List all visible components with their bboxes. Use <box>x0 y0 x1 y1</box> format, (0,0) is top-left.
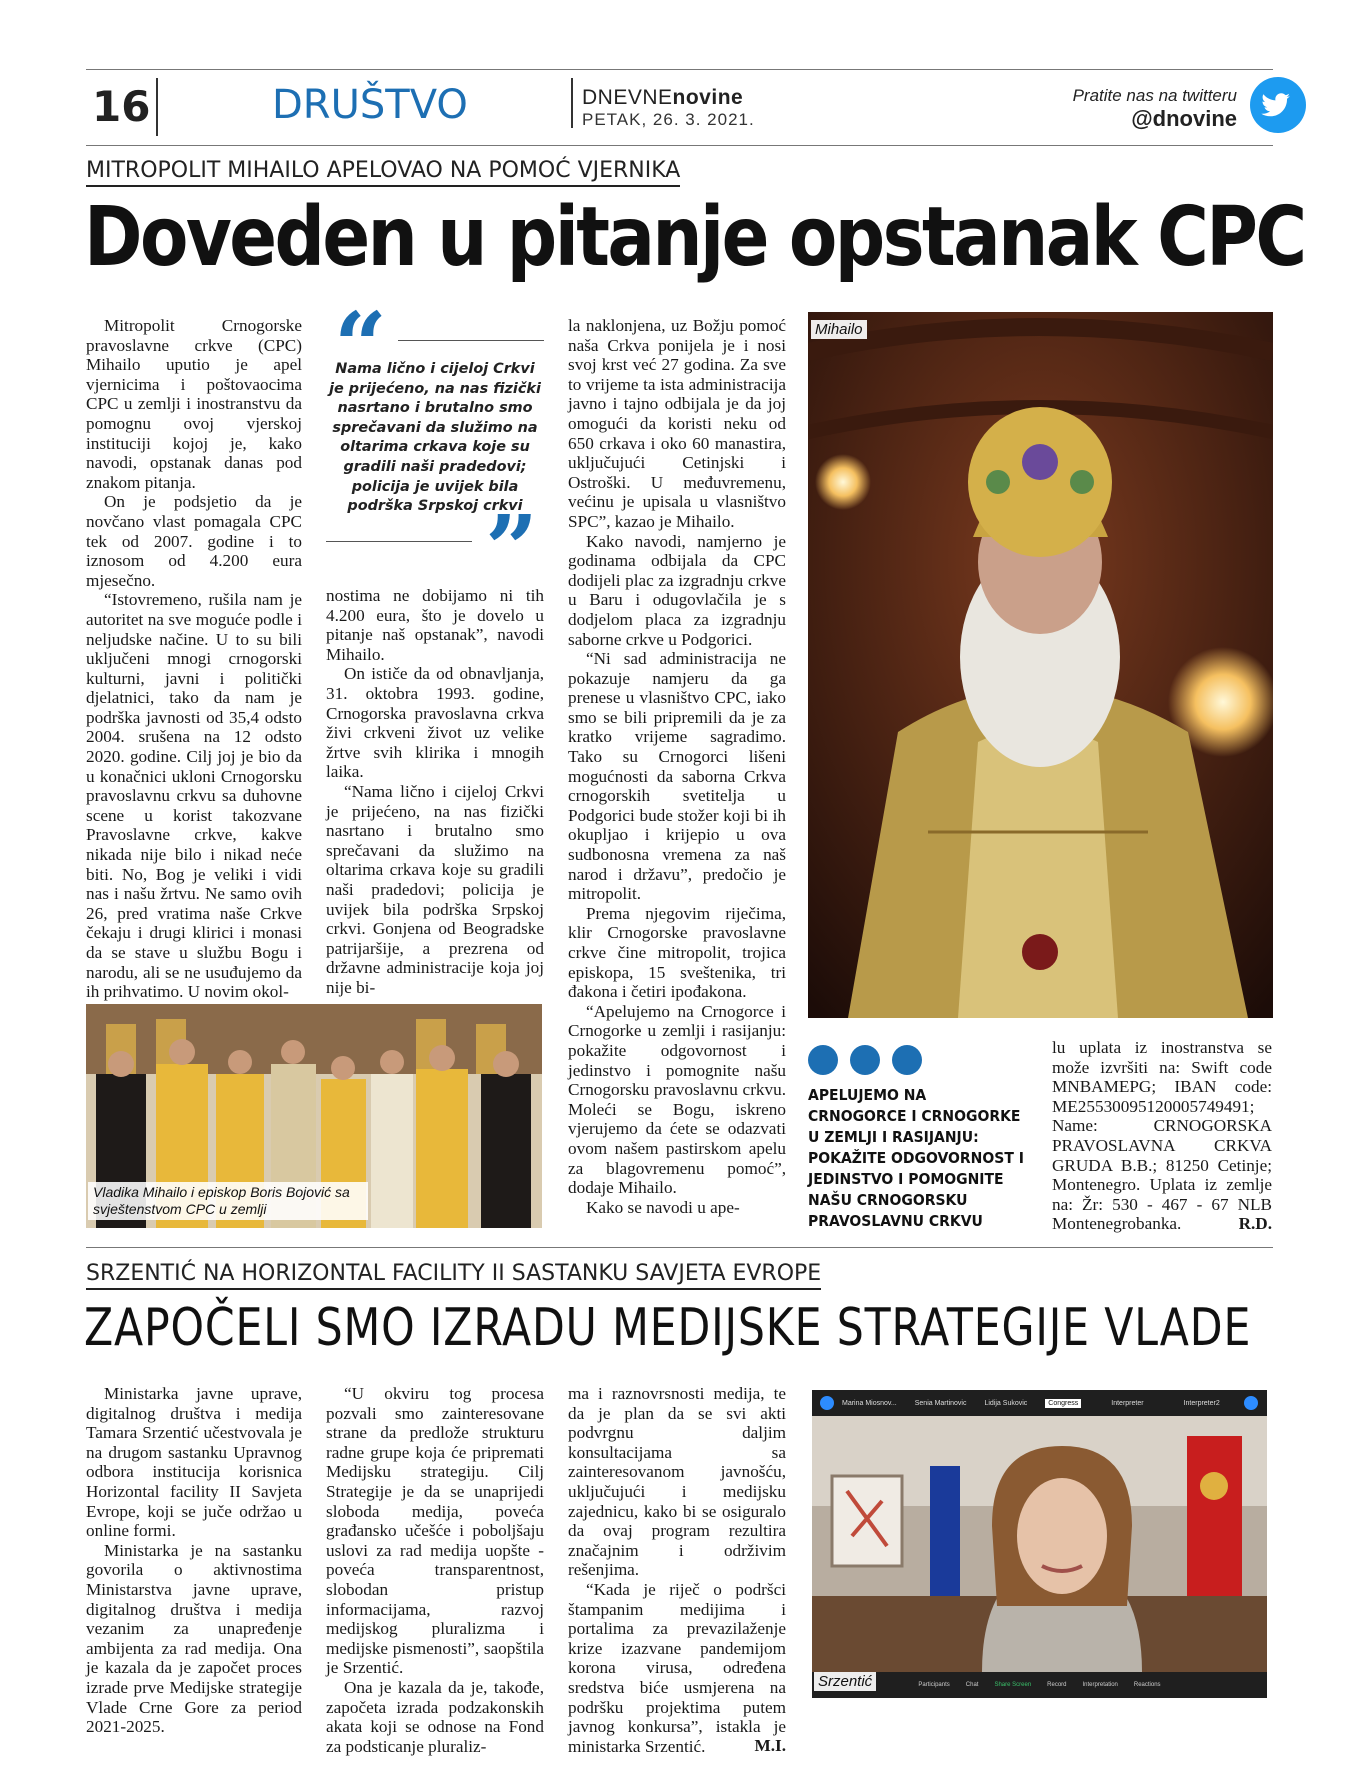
paragraph: Mitropolit Crnogorske pravoslavne crkve (CPC) Mihailo uputio je apel vjernicima i poštovaocima CPC u zemlji i inostranstvu da pomognu ovoj vjerskoj instituciji kojoj je, kako navodi, opstanak danas pod znakom pitanja. <box>86 316 302 492</box>
paragraph: Ministarka javne uprave, digitalnog društva i medija Tamara Srzentić učestvovala je na drugom sastanku Upravnog odbora institucija korisnica Horizontal facility II Savjeta Evrope, koji se juče održao u online formi. <box>86 1384 302 1541</box>
page-number: 16 <box>92 82 151 131</box>
zoom-control-reactions[interactable]: Reactions <box>1133 1682 1161 1688</box>
participant-name: Interpreter <box>1111 1399 1144 1407</box>
twitter-bird-icon[interactable] <box>1250 77 1306 133</box>
participant-name: Marina Miosnov... <box>842 1399 897 1407</box>
dot-icon <box>850 1045 880 1075</box>
zoom-control-record[interactable]: Record <box>1047 1682 1067 1688</box>
photo-label: Srzentić <box>814 1672 876 1691</box>
paragraph: “Nama lično i cijeloj Crkvi je prijećeno, na nas fizički nasrtano i brutalno smo sprečavani da služimo na oltarima crkava koje su gradili naši pradedovi; policija je uvijek bila podrška Srpskoj crkvi. Gonjena od Beogradske patrijaršije, a prezrena od državne administracije koja joj nije bi- <box>326 781 544 997</box>
article1-column-2 <box>326 586 544 997</box>
twitter-follow-text: Pratite nas na twitteru <box>1072 86 1237 105</box>
twitter-handle[interactable]: @dnovine <box>1131 106 1237 131</box>
article1-headline: Doveden u pitanje opstanak CPC <box>84 190 1305 285</box>
next-arrow-icon[interactable] <box>1244 1396 1258 1410</box>
article1-kicker: MITROPOLIT MIHAILO APELOVAO NA POMOĆ VJERNIKA <box>86 158 680 187</box>
paragraph: “Istovremeno, rušila nam je autoritet na sve moguće podle i neljudske načine. U to su bili uključeni mnogi crnogorski kulturni, javni i politički djelatnici, tako da nam je podrška javnosti od 35,4 odsto 2004. srušena na 12 odsto 2020. godine. Cilj joj je bio da u konačnici ukloni Crnogorsku pravoslavnu crkvu sa duhovne scene u korist takozvane Pravoslavne crkve, kakve nikada nije bilo i nikad neće biti. No, Bog je veliki i vidi nas i našu žrtvu. Ne samo ovih 26, pred vratima naše Crkve čekaju i drugi klirici i monasi da se stave u službu Bogu i narodu, ali se ne usuđujemo da ih prihvatimo. U novim okol- <box>86 590 302 1002</box>
paragraph: “Kada je riječ o podršci štampanim medijima i portalima za prevazilaženje krize izazvane pandemijom korona virusa, određena sredstva biće usmjerena na podršku projektima putem javnog konkursa”, istakla je ministarka Srzentić. <box>568 1579 786 1756</box>
photo-label: Mihailo <box>811 320 867 339</box>
paragraph: ma i raznovrsnosti medija, te da je plan da se svi akti podvrgnu daljim konsultacijama sa zainteresovanom javnošću, uključujući i medijsku zajednicu, kako bi se osiguralo da ovaj program rezultira značajnim i održivim rešenjima. <box>568 1384 786 1580</box>
group-photo <box>86 1004 542 1228</box>
top-rule <box>86 69 1273 70</box>
brand-light: DNEVNE <box>582 86 673 109</box>
participant-name: Interpreter2 <box>1183 1399 1220 1407</box>
paragraph: lu uplata iz inostranstva se može izvršiti na: Swift code MNBAMEPG; IBAN code: ME25530095120005749491; Name: CRNOGORSKA PRAVOSLAVNA CRKVA GRUDA B.B.; 81250 Cetinje; Montenegro. Uplata iz zemlje na: Žr: 530 - 467 - 67 NLB Montenegrobanka. <box>1052 1038 1272 1234</box>
callout-dots <box>808 1045 934 1080</box>
pull-quote <box>326 292 544 603</box>
open-quote-icon: “ <box>334 292 387 400</box>
zoom-control-chat[interactable]: Chat <box>965 1682 979 1688</box>
article2-column-2 <box>326 1384 544 1756</box>
paragraph: Ona je kazala da je, takođe, započeta izrada podzakonskih akata koji se odnose na Fond za podsticanje pluraliz- <box>326 1677 544 1756</box>
newspaper-brand <box>582 86 743 110</box>
participant-name: Senia Martinovic <box>914 1399 967 1407</box>
participant-name: Lidija Sukovic <box>984 1399 1028 1407</box>
paragraph: Ministarka je na sastanku govorila o aktivnostima Ministarstva javne uprave, digitalnog društva i medija vezanim za unapređenje ambijenta za rad medija. Ona je kazala da je započet proces izrade prve Medijske strategije Vlade Crne Gore za period 2021-2025. <box>86 1540 302 1737</box>
paragraph: Kako navodi, namjerno je godinama odbijala da CPC dodijeli plac za izgradnju crkve u Baru i odugovlačila je s dodjelom placa za izgradnju saborne crkve u Podgorici. <box>568 531 786 649</box>
quote-rule <box>398 340 544 341</box>
article1-column-3 <box>568 316 786 1217</box>
participant-name: Congress <box>1045 1399 1081 1408</box>
dot-icon <box>892 1045 922 1075</box>
paragraph: Kako se navodi u ape- <box>586 1197 740 1217</box>
zoom-participant-bar <box>812 1390 1267 1416</box>
callout-text: APELUJEMO NA CRNOGORCE I CRNOGORKE U ZEMLJI I RASIJANJU: POKAŽITE ODGOVORNOST I JEDINSTVO I POMOGNITE NAŠU CRNOGORSKU PRAVOSLAVNU CRKVU <box>808 1086 1024 1230</box>
paragraph: “U okviru tog procesa pozvali smo zainteresovane strane da predlože strukturu radne grupe koja će pripremati Medijsku strategiju. Cilj Strategije je da se unaprijedi sloboda medija, poveća građansko učešće i poboljšaju uslovi za rad medija uopšte - poveća transparentnost, slobodan pristup informacijama, razvoj medijskog pluralizma i medijske pismenosti”, saopštila je Srzentić. <box>326 1384 544 1678</box>
dot-icon <box>808 1045 838 1075</box>
article2-column-3 <box>568 1384 786 1756</box>
header-divider <box>571 78 573 128</box>
article1-column-1 <box>86 316 302 1002</box>
close-quote-icon: ” <box>485 494 538 603</box>
zoom-call-photo <box>812 1390 1267 1698</box>
paragraph: “Ni sad administracija ne pokazuje namjeru da ga prenese u vlasništvo CPC, iako smo se bili pripremili da je za kratko vrijeme sagradimo. Tako su Crnogorci lišeni mogućnosti da saborna Crkva crnogorskih svetitelja u Podgorici bude stožer koji bi ih okupljao i krijepio u ova sudbonosna vremena za naš narod i državu”, predočio je mitropolit. <box>568 649 786 904</box>
zoom-control-participants[interactable]: Participants <box>918 1682 950 1688</box>
article2-headline: ZAPOČELI SMO IZRADU MEDIJSKE STRATEGIJE VLADE <box>84 1298 1252 1358</box>
zoom-toolbar <box>812 1672 1267 1698</box>
brand-bold: novine <box>672 86 744 109</box>
zoom-control-share-screen[interactable]: Share Screen <box>994 1682 1032 1688</box>
paragraph: “Apelujemo na Crnogorce i Crnogorke u zemlji i rasijanju: pokažite odgovornost i jedinstvo i pomognite našu Crnogorsku pravoslavnu crkvu. Moleći se Bogu, iskreno vjerujemo da ćete se odazvati ovom našem pastirskom apelu za blagovremenu pomoć”, dodaje Mihailo. <box>568 1001 786 1198</box>
section-rule <box>86 1247 1273 1248</box>
mitropolit-photo <box>808 312 1273 1018</box>
article2-signature: M.I. <box>754 1736 786 1756</box>
zoom-control-interpretation[interactable]: Interpretation <box>1082 1682 1118 1688</box>
paragraph: On ističe da od obnavljanja, 31. oktobra 1993. godine, Crnogorska pravoslavna crkva živi crkveni život uz velike žrtve svih klirika i mnogih laika. <box>326 664 544 782</box>
quote-rule <box>326 541 472 542</box>
section-title: DRUŠTVO <box>272 82 468 128</box>
article2-kicker: SRZENTIĆ NA HORIZONTAL FACILITY II SASTANKU SAVJETA EVROPE <box>86 1261 821 1290</box>
header-rule <box>86 145 1273 146</box>
pull-quote-text: Nama lično i cijeloj Crkvi je prijećeno, na nas fizički nasrtano i brutalno smo sprečavani da služimo na oltarima crkava koje su gradili naši pradedovi; policija je uvijek bila podrška Srpskoj crkvi <box>329 361 541 515</box>
article1-signature: R.D. <box>1238 1213 1272 1233</box>
paragraph: Prema njegovim riječima, klir Crnogorske pravoslavne crkve čine mitropolit, trojica episkopa, 15 sveštenika, tri đakona i četiri ipođakona. <box>568 903 786 1002</box>
group-photo-caption: Vladika Mihailo i episkop Boris Bojović sa svještenstvom CPC u zemlji <box>88 1182 368 1220</box>
issue-date: PETAK, 26. 3. 2021. <box>582 110 755 129</box>
paragraph: On je podsjetio da je novčano vlast pomagala CPC tek od 2007. godine i to iznosom od 4.200 eura mjesečno. <box>86 492 302 590</box>
article1-column-4 <box>1052 1038 1272 1234</box>
paragraph: la naklonjena, uz Božju pomoć naša Crkva ponijela je i nosi svoj krst već 27 godina. Za sve to vrijeme ta ista administracija javno i tajno odbijala je da joj omogući da koristi neku od 650 crkava i oko 60 manastira, uključujući Cetinjski i Ostroški. U međuvremenu, većinu je upisala u vlasništvo SPC”, kazao je Mihailo. <box>568 316 786 531</box>
header-divider <box>156 78 158 136</box>
article2-column-1 <box>86 1384 302 1737</box>
prev-arrow-icon[interactable] <box>820 1396 834 1410</box>
paragraph: nostima ne dobijamo ni tih 4.200 eura, što je dovelo u pitanje naš opstanak”, navodi Mihailo. <box>326 586 544 664</box>
